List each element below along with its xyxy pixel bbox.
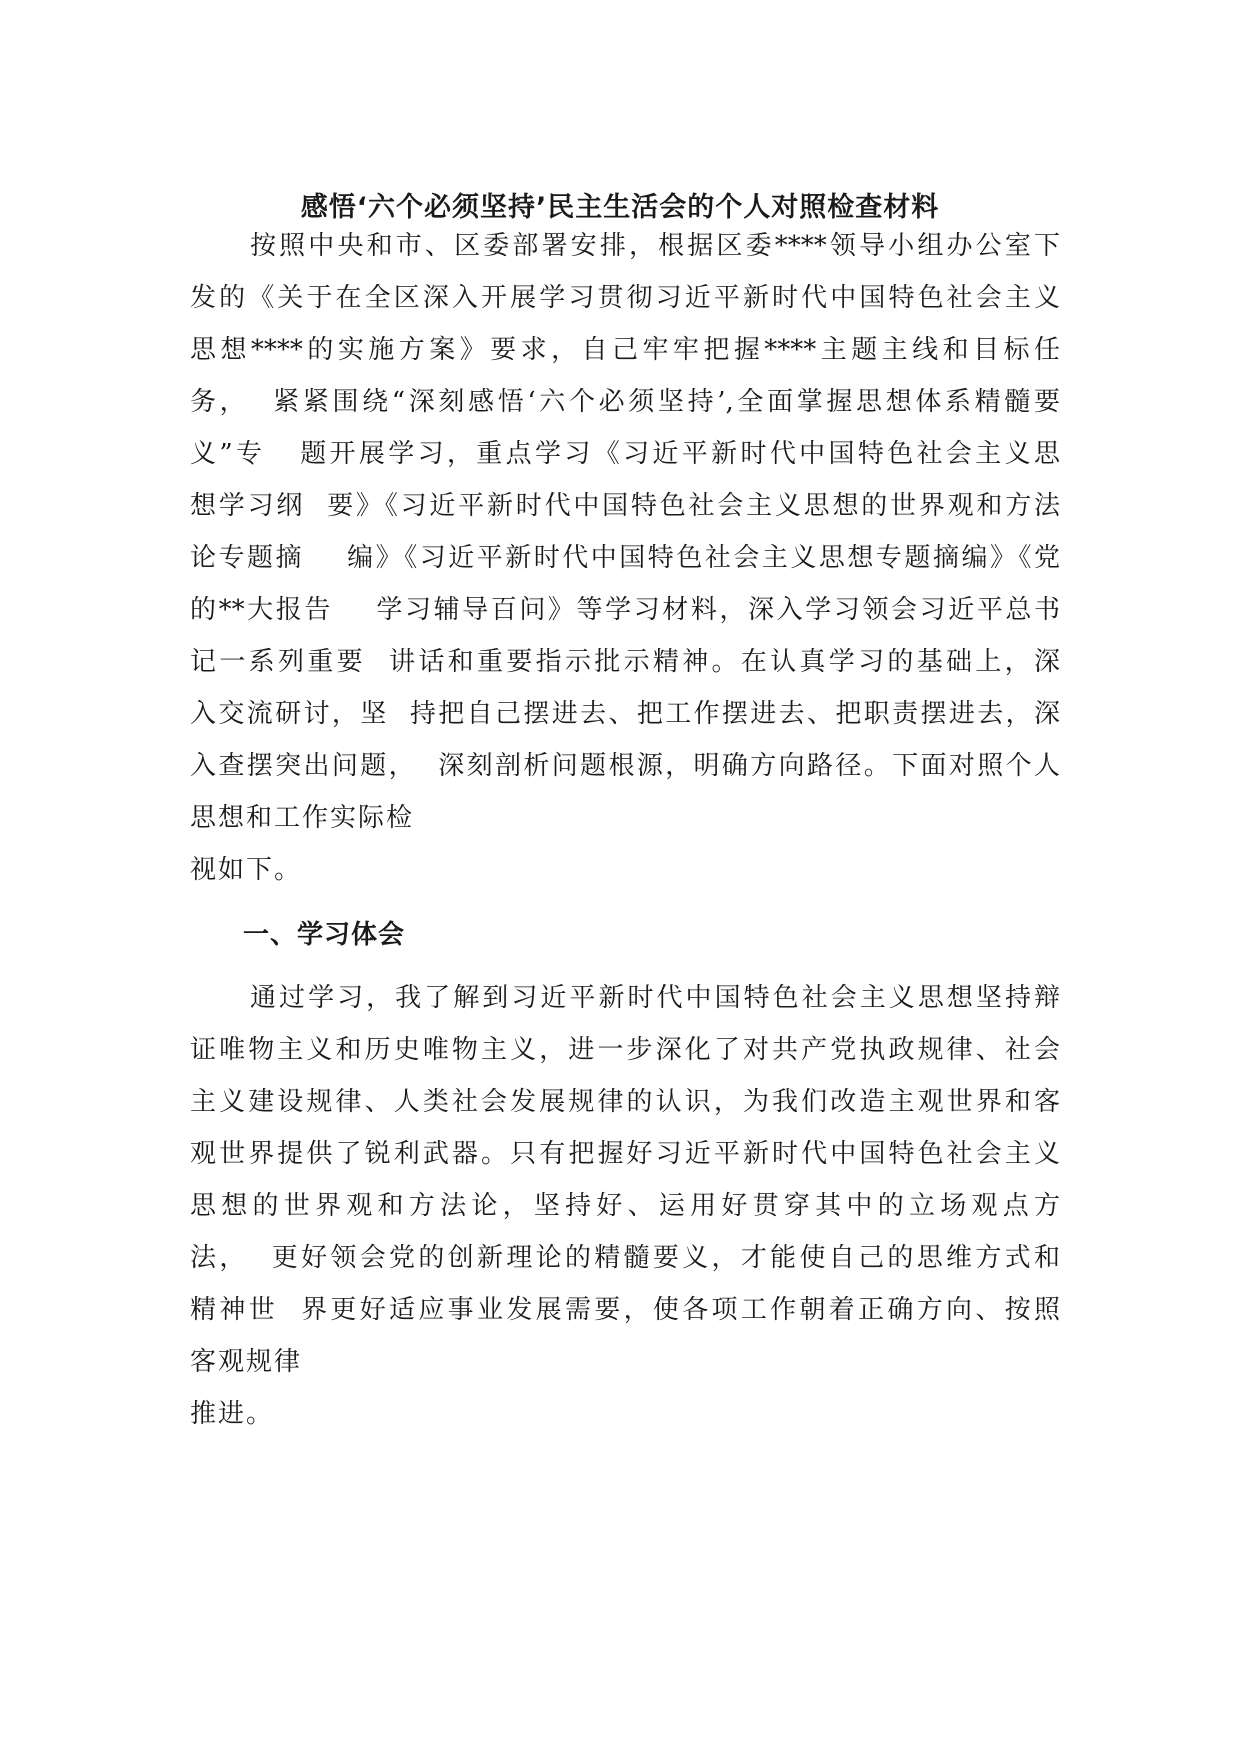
paragraph-line: 客观规律 (190, 1347, 303, 1377)
paragraph-line: 观世界提供了锐利武器。只有把握好习近平新时代中国特色社会主义 (190, 1139, 1060, 1169)
paragraph-line: 精神世 界更好适应事业发展需要，使各项工作朝着正确方向、按照 (190, 1295, 1060, 1325)
document-title: 感悟‘六个必须坚持’民主生活会的个人对照检查材料 (300, 192, 940, 223)
paragraph-line: 发的《关于在全区深入开展学习贯彻习近平新时代中国特色社会主义 (190, 283, 1060, 313)
paragraph-line: 入查摆突出问题， 深刻剖析问题根源，明确方向路径。下面对照个人 (190, 751, 1060, 781)
paragraph-line: 记一系列重要 讲话和重要指示批示精神。在认真学习的基础上，深 (190, 647, 1060, 677)
paragraph-line: 义”专 题开展学习，重点学习《习近平新时代中国特色社会主义思 (190, 439, 1060, 469)
paragraph-line: 通过学习，我了解到习近平新时代中国特色社会主义思想坚持辩 (250, 983, 1060, 1013)
paragraph-line: 务， 紧紧围绕“深刻感悟‘六个必须坚持’,全面掌握思想体系精髓要 (190, 387, 1060, 417)
paragraph-line: 推进。 (190, 1399, 275, 1429)
paragraph-line: 视如下。 (190, 855, 303, 885)
paragraph-line: 想学习纲 要》《习近平新时代中国特色社会主义思想的世界观和方法 (190, 491, 1060, 521)
paragraph-line: 证唯物主义和历史唯物主义，进一步深化了对共产党执政规律、社会 (190, 1035, 1060, 1065)
paragraph-line: 法， 更好领会党的创新理论的精髓要义，才能使自己的思维方式和 (190, 1243, 1060, 1273)
paragraph-line: 入交流研讨，坚 持把自己摆进去、把工作摆进去、把职责摆进去，深 (190, 699, 1060, 729)
paragraph-line: 主义建设规律、人类社会发展规律的认识，为我们改造主观世界和客 (190, 1087, 1060, 1117)
paragraph-line: 思想和工作实际检 (190, 803, 415, 833)
section-heading: 一、学习体会 (243, 920, 406, 950)
paragraph-line: 的**大报告 学习辅导百问》等学习材料，深入学习领会习近平总书 (190, 595, 1060, 625)
paragraph-line: 按照中央和市、区委部署安排，根据区委****领导小组办公室下 (250, 231, 1060, 261)
paragraph-line: 思想****的实施方案》要求，自己牢牢把握****主题主线和目标任 (190, 335, 1060, 365)
paragraph-line: 思想的世界观和方法论，坚持好、运用好贯穿其中的立场观点方 (190, 1191, 1060, 1221)
paragraph-line: 论专题摘 编》《习近平新时代中国特色社会主义思想专题摘编》《党 (190, 543, 1060, 573)
